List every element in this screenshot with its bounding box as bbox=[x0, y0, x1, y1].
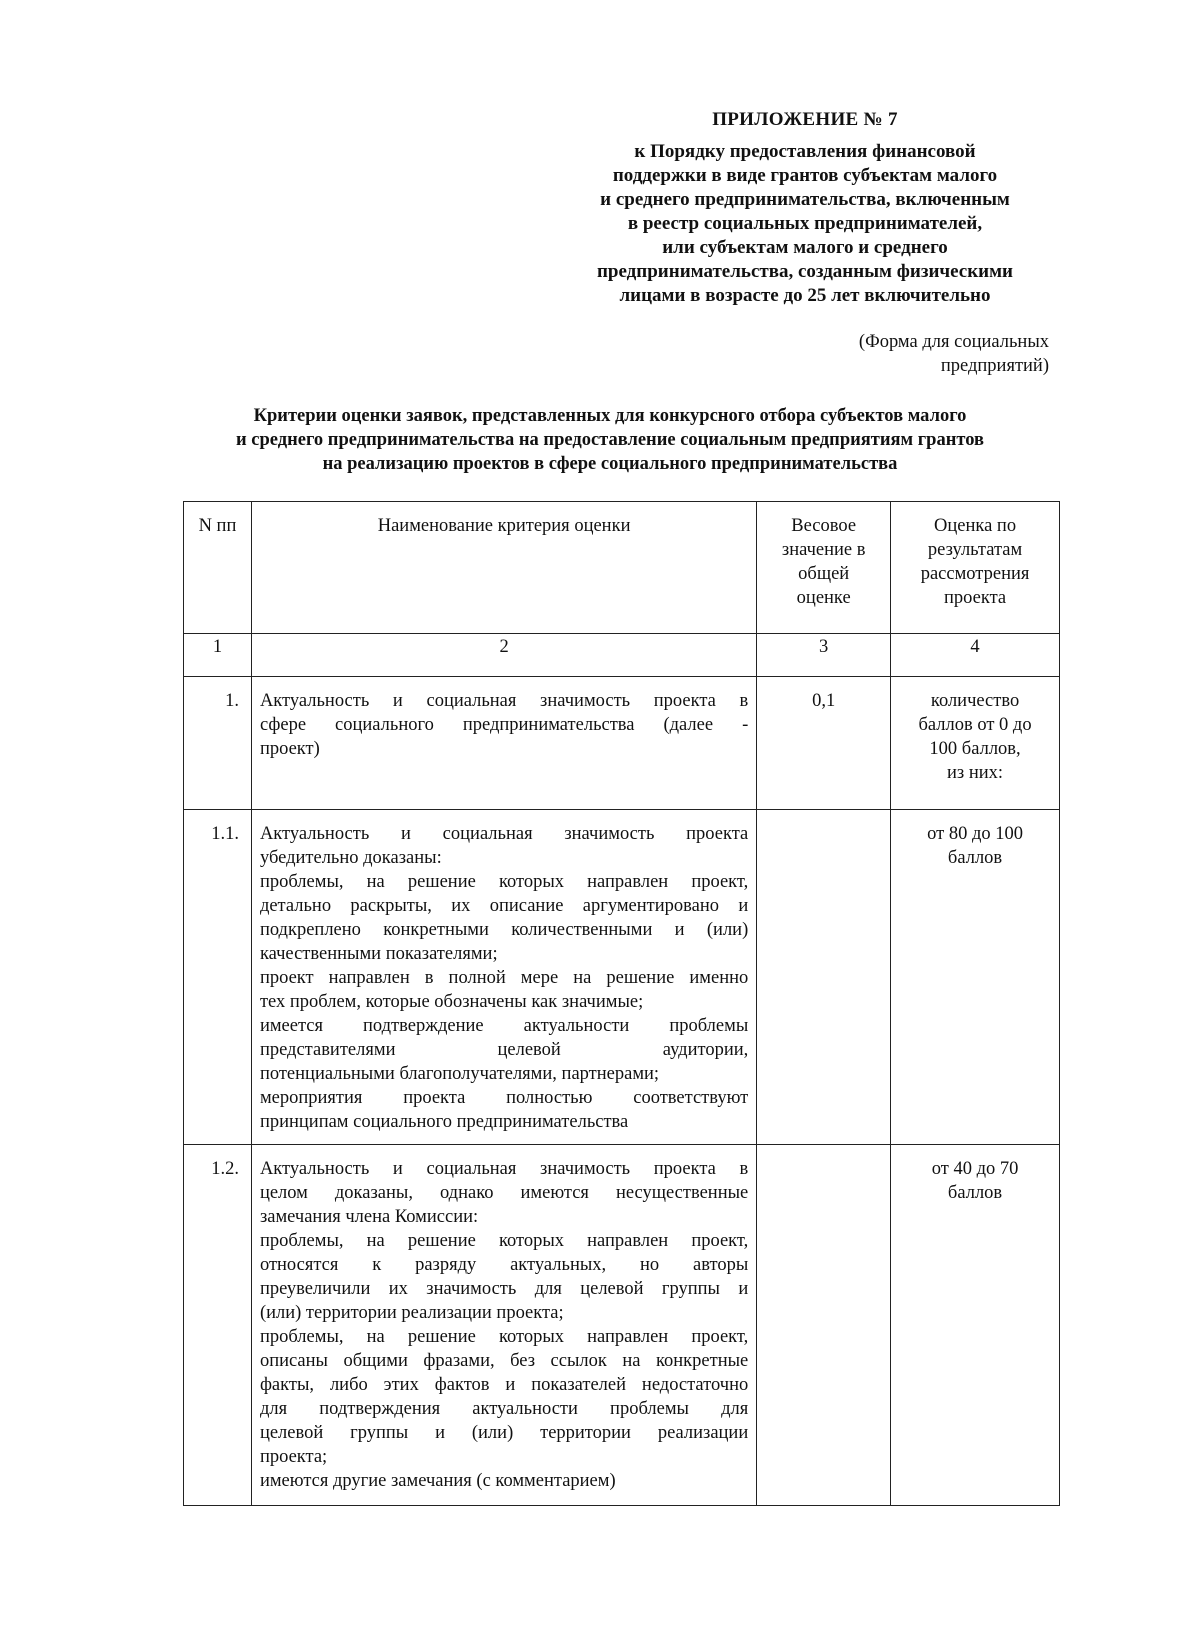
column-number: 3 bbox=[757, 634, 891, 677]
criterion-line: Актуальность и социальная значимость проекта в bbox=[259, 1159, 749, 1179]
criterion-text bbox=[251, 1145, 756, 1506]
header-name: Наименование критерия оценки bbox=[251, 502, 756, 634]
score-line: из них: bbox=[947, 763, 1004, 783]
appendix-line: или субъектам малого и среднего bbox=[662, 237, 948, 258]
appendix-line: предпринимательства, созданным физическими bbox=[596, 261, 1013, 282]
criterion-text bbox=[251, 677, 756, 810]
criterion-line: сфере социального предпринимательства (далее - bbox=[259, 715, 749, 735]
column-number: 2 bbox=[251, 634, 756, 677]
document-heading bbox=[150, 404, 1070, 476]
appendix-line: в реестр социальных предпринимателей, bbox=[627, 213, 983, 234]
criterion-line: для подтверждения актуальности проблемы для bbox=[259, 1399, 749, 1419]
criterion-line: представителями целевой аудитории, bbox=[259, 1040, 749, 1060]
criterion-line: (или) территории реализации проекта; bbox=[259, 1303, 564, 1323]
score-value bbox=[891, 677, 1060, 810]
appendix-line: лицами в возрасте до 25 лет включительно bbox=[619, 285, 991, 306]
heading-line: и среднего предпринимательства на предоставление социальным предприятиям грантов bbox=[236, 430, 984, 450]
criterion-line: относятся к разряду актуальных, но авторы bbox=[259, 1255, 749, 1275]
score-line: от 80 до 100 bbox=[927, 824, 1023, 844]
table-header-row bbox=[184, 502, 1060, 634]
criterion-line: целевой группы и (или) территории реализации bbox=[259, 1423, 749, 1443]
header-weight-line: значение в bbox=[781, 540, 866, 560]
criterion-line: факты, либо этих фактов и показателей недостаточно bbox=[259, 1375, 749, 1395]
criterion-line: тех проблем, которые обозначены как значимые; bbox=[259, 992, 644, 1012]
heading-line: на реализацию проектов в сфере социального предпринимательства bbox=[322, 454, 898, 474]
appendix-line: к Порядку предоставления финансовой bbox=[634, 141, 976, 162]
score-line: баллов от 0 до bbox=[918, 715, 1032, 735]
header-score-line: Оценка по bbox=[934, 516, 1017, 536]
appendix-block bbox=[560, 108, 1050, 308]
criterion-line: подкреплено конкретными количественными и (или) bbox=[259, 920, 749, 940]
header-weight-line: общей bbox=[798, 564, 850, 584]
criterion-line: проект направлен в полной мере на решение именно bbox=[259, 968, 749, 988]
form-note bbox=[789, 330, 1049, 378]
header-weight-line: оценке bbox=[796, 588, 851, 608]
header-weight-line: Весовое bbox=[791, 516, 857, 536]
table-row bbox=[184, 677, 1060, 810]
criterion-line: преувеличили их значимость для целевой группы и bbox=[259, 1279, 749, 1299]
criterion-text bbox=[251, 810, 756, 1145]
criterion-line: убедительно доказаны: bbox=[259, 848, 442, 868]
appendix-title: ПРИЛОЖЕНИЕ № 7 bbox=[712, 109, 898, 130]
score-line: 100 баллов, bbox=[929, 739, 1021, 759]
heading-line: Критерии оценки заявок, представленных для конкурсного отбора субъектов малого bbox=[253, 406, 967, 426]
criterion-line: Актуальность и социальная значимость проекта bbox=[259, 824, 749, 844]
score-line: баллов bbox=[947, 848, 1003, 868]
row-number: 1.1. bbox=[184, 810, 252, 1145]
form-note-line: (Форма для социальных bbox=[858, 332, 1049, 352]
criterion-line: мероприятия проекта полностью соответствуют bbox=[259, 1088, 749, 1108]
column-number-row bbox=[184, 634, 1060, 677]
column-number: 4 bbox=[891, 634, 1060, 677]
weight-value bbox=[757, 810, 891, 1145]
header-weight bbox=[757, 502, 891, 634]
header-score bbox=[891, 502, 1060, 634]
score-value bbox=[891, 1145, 1060, 1506]
criterion-line: проблемы, на решение которых направлен проект, bbox=[259, 1327, 749, 1347]
table-row bbox=[184, 810, 1060, 1145]
criteria-table bbox=[183, 501, 1060, 1506]
criterion-line: замечания члена Комиссии: bbox=[259, 1207, 479, 1227]
criterion-line: целом доказаны, однако имеются несущественные bbox=[259, 1183, 749, 1203]
criterion-line: проблемы, на решение которых направлен проект, bbox=[259, 872, 749, 892]
appendix-line: и среднего предпринимательства, включенным bbox=[600, 189, 1010, 210]
criterion-line: детально раскрыты, их описание аргументировано и bbox=[259, 896, 749, 916]
header-score-line: результатам bbox=[927, 540, 1023, 560]
appendix-line: поддержки в виде грантов субъектам малого bbox=[612, 165, 998, 186]
table-row bbox=[184, 1145, 1060, 1506]
header-score-line: рассмотрения bbox=[920, 564, 1030, 584]
criterion-line: описаны общими фразами, без ссылок на конкретные bbox=[259, 1351, 749, 1371]
header-num: N пп bbox=[184, 502, 252, 634]
criterion-line: Актуальность и социальная значимость проекта в bbox=[259, 691, 749, 711]
score-line: баллов bbox=[947, 1183, 1003, 1203]
criterion-line: проблемы, на решение которых направлен проект, bbox=[259, 1231, 749, 1251]
weight-value bbox=[757, 1145, 891, 1506]
score-line: от 40 до 70 bbox=[931, 1159, 1019, 1179]
header-score-line: проекта bbox=[944, 588, 1007, 608]
weight-value: 0,1 bbox=[757, 677, 891, 810]
score-value bbox=[891, 810, 1060, 1145]
criterion-line: проект) bbox=[259, 739, 320, 759]
form-note-line: предприятий) bbox=[940, 356, 1049, 376]
criterion-line: потенциальными благополучателями, партнерами; bbox=[259, 1064, 660, 1084]
criterion-line: качественными показателями; bbox=[259, 944, 498, 964]
score-line: количество bbox=[930, 691, 1020, 711]
row-number: 1. bbox=[184, 677, 252, 810]
row-number: 1.2. bbox=[184, 1145, 252, 1506]
criterion-line: проекта; bbox=[259, 1447, 328, 1467]
criterion-line: имеется подтверждение актуальности проблемы bbox=[259, 1016, 749, 1036]
column-number: 1 bbox=[184, 634, 252, 677]
criterion-line: принципам социального предпринимательства bbox=[259, 1112, 629, 1132]
criterion-line: имеются другие замечания (с комментарием) bbox=[259, 1471, 616, 1491]
